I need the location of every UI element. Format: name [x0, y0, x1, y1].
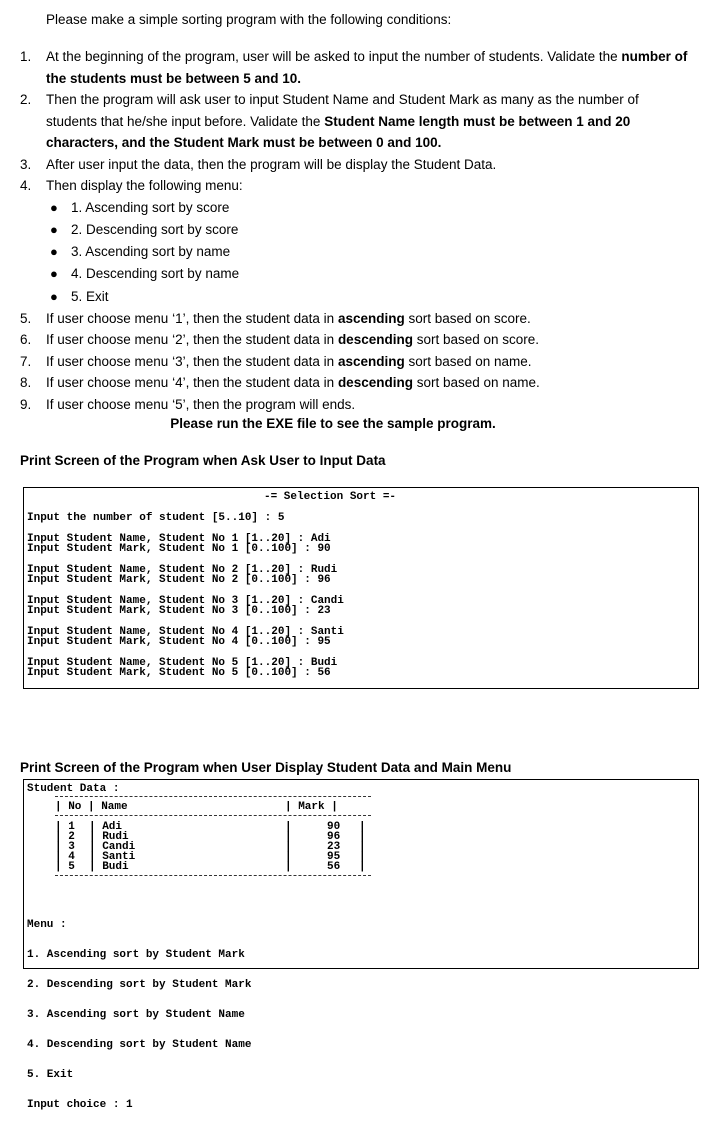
condition-text: Then the program will ask user to input Student Name and Student Mark as many as the number of students that he/she input before. Validate the — [46, 92, 639, 129]
console-input-screen — [23, 487, 699, 689]
run-exe-note: Please run the EXE file to see the sample program. — [170, 416, 496, 431]
condition-emphasis: descending — [337, 332, 413, 348]
mark-input-line: Input Student Mark, Student No 2 [0..100] : 96 — [27, 574, 331, 586]
menu-option: ● 5. Exit — [46, 286, 690, 308]
console-menu — [27, 900, 251, 1130]
condition-emphasis: ascending — [337, 353, 405, 369]
menu-option: 4. Descending sort by Student Name — [27, 1039, 252, 1051]
condition-number: 9. — [20, 396, 32, 412]
menu-option: 5. Exit — [27, 1069, 74, 1081]
console-display-screen — [23, 779, 699, 1111]
menu-options-list — [46, 197, 690, 308]
table-row: | 4 | Santi | 95 | — [55, 851, 366, 863]
table-divider — [55, 875, 371, 876]
bullet-icon: ● — [50, 221, 58, 237]
header-mark: | Mark | — [285, 801, 338, 813]
name-input-line: Input Student Name, Student No 1 [1..20] : Adi — [27, 533, 331, 545]
condition-8: 8. If user choose menu ‘4’, then the student data in descending sort based on name. — [0, 372, 690, 394]
menu-option: ● 4. Descending sort by name — [46, 263, 690, 285]
condition-emphasis: Student Mark must be between 0 and 100. — [173, 135, 442, 150]
section-title-display: Print Screen of the Program when User Display Student Data and Main Menu — [20, 760, 512, 775]
condition-number: 4. — [20, 178, 32, 193]
condition-text: After user input the data, then the program will be display the Student Data. — [46, 156, 497, 172]
condition-number: 2. — [20, 92, 32, 107]
menu-label: Menu : — [27, 919, 67, 931]
input-choice-line: Input choice : 1 — [27, 1099, 133, 1111]
condition-emphasis: descending — [337, 375, 413, 391]
condition-text: Then display the following menu: — [46, 178, 243, 193]
name-input-line: Input Student Name, Student No 5 [1..20] : Budi — [27, 657, 338, 669]
condition-1 — [0, 46, 690, 89]
conditions-list — [0, 46, 690, 415]
table-divider — [55, 815, 371, 816]
table-row: | 5 | Budi | 56 | — [55, 861, 366, 873]
student-count-prompt: Input the number of student [5..10] : 5 — [27, 512, 285, 524]
condition-emphasis: Student Name length must be between 1 and 20 characters, and the — [46, 113, 631, 150]
condition-text: At the beginning of the program, user will be asked to input the number of students. Validate the — [46, 49, 622, 64]
mark-input-line: Input Student Mark, Student No 4 [0..100] : 95 — [27, 636, 331, 648]
mark-input-line: Input Student Mark, Student No 3 [0..100] : 23 — [27, 605, 331, 617]
table-row: | 1 | Adi | 90 | — [55, 821, 366, 833]
table-divider — [55, 796, 371, 797]
condition-5: 5. If user choose menu ‘1’, then the student data in ascending sort based on score. — [0, 308, 690, 330]
bullet-icon: ● — [50, 244, 58, 260]
table-header — [55, 802, 371, 812]
table-row: | 3 | Candi | 23 | — [55, 841, 366, 853]
condition-2 — [0, 89, 690, 154]
condition-emphasis: number of the students must be between 5 and 10. — [46, 49, 688, 86]
bullet-icon: ● — [50, 266, 58, 282]
mark-input-line: Input Student Mark, Student No 1 [0..100] : 90 — [27, 543, 331, 555]
header-no-name: | No | Name — [55, 801, 128, 813]
condition-number: 3. — [20, 156, 32, 172]
condition-number: 6. — [20, 332, 32, 348]
mark-input-line: Input Student Mark, Student No 5 [0..100] : 56 — [27, 667, 331, 679]
bullet-icon: ● — [50, 288, 58, 304]
condition-3 — [0, 154, 690, 176]
menu-option: ● 1. Ascending sort by score — [46, 197, 690, 219]
bullet-icon: ● — [50, 199, 58, 215]
table-row: | 2 | Rudi | 96 | — [55, 831, 366, 843]
condition-6: 6. If user choose menu ‘2’, then the student data in descending sort based on score. — [0, 329, 690, 351]
condition-4 — [0, 175, 690, 308]
section-title-input: Print Screen of the Program when Ask User to Input Data — [20, 453, 386, 468]
condition-text: If user choose menu ‘5’, then the program will ends. — [46, 396, 356, 412]
condition-9 — [0, 394, 690, 416]
condition-emphasis: ascending — [337, 310, 405, 326]
name-input-line: Input Student Name, Student No 3 [1..20] : Candi — [27, 595, 344, 607]
condition-number: 8. — [20, 375, 32, 391]
name-input-line: Input Student Name, Student No 2 [1..20] : Rudi — [27, 564, 338, 576]
intro-text: Please make a simple sorting program with the following conditions: — [46, 12, 452, 27]
menu-option: 3. Ascending sort by Student Name — [27, 1009, 245, 1021]
condition-7: 7. If user choose menu ‘3’, then the student data in ascending sort based on name. — [0, 351, 690, 373]
menu-option: ● 3. Ascending sort by name — [46, 241, 690, 263]
menu-option: 1. Ascending sort by Student Mark — [27, 949, 245, 961]
menu-option: ● 2. Descending sort by score — [46, 219, 690, 241]
name-input-line: Input Student Name, Student No 4 [1..20] : Santi — [27, 626, 344, 638]
menu-option: 2. Descending sort by Student Mark — [27, 979, 252, 991]
condition-number: 5. — [20, 310, 32, 326]
condition-number: 7. — [20, 353, 32, 369]
student-data-label: Student Data : — [27, 783, 120, 795]
condition-number: 1. — [20, 49, 32, 64]
console-title: -= Selection Sort =- — [264, 491, 397, 503]
